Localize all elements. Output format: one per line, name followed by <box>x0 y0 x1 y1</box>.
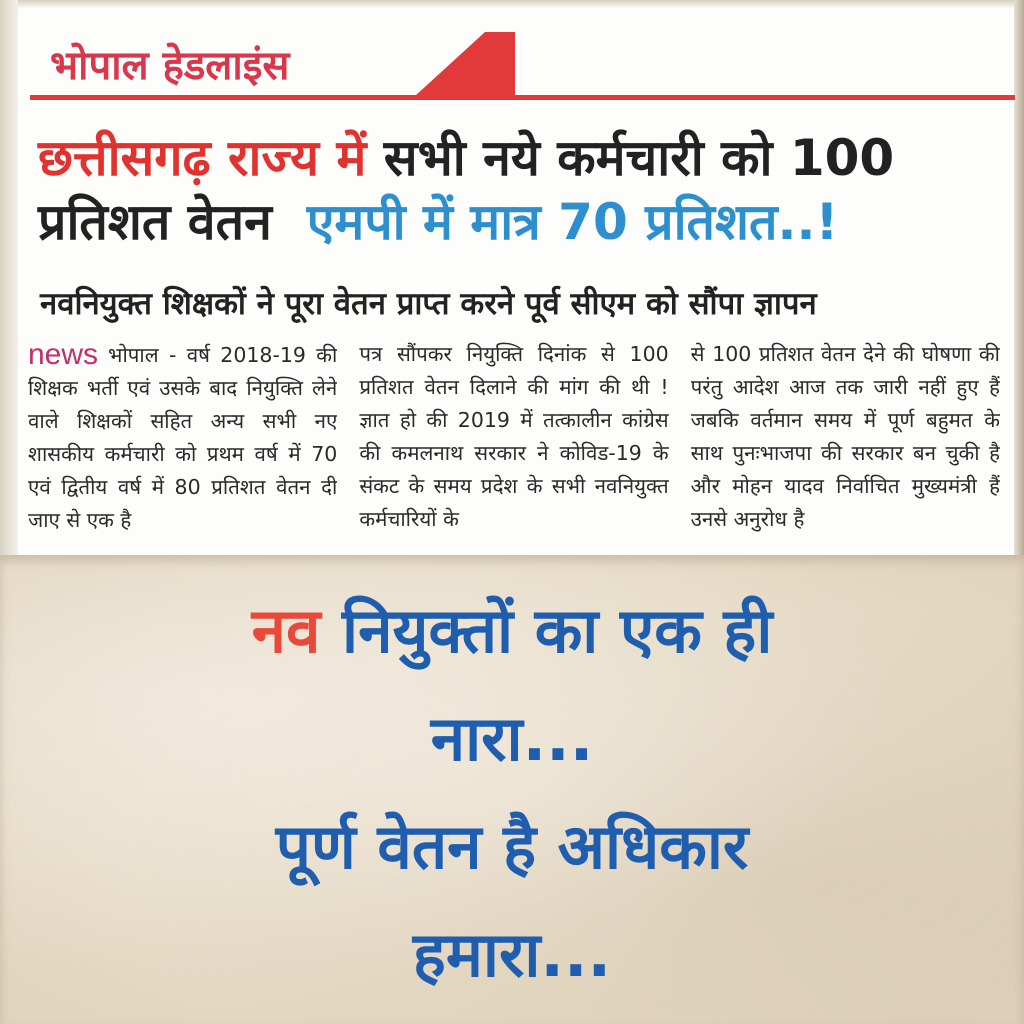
news-tag: news <box>28 338 99 371</box>
article-column-1 <box>28 338 337 555</box>
slogan-line-1 <box>100 577 924 685</box>
slogan-panel <box>0 555 1024 1024</box>
article-column-1-text: भोपाल - वर्ष 2018-19 की शिक्षक भर्ती एवं उसके बाद नियुक्ति लेने वाले शिक्षकों सहित अन्य सभी नए शासकीय कर्मचारी को प्रथम वर्ष में 70 एवं द्वितीय वर्ष में 80 प्रतिशत वेतन दी जाए से एक है <box>28 343 338 532</box>
slogan-line-3: पूर्ण वेतन है अधिकार <box>275 810 749 883</box>
slogan-line-2: नारा... <box>430 702 594 775</box>
red-wedge-decoration <box>415 32 515 96</box>
subheadline: नवनियुक्त शिक्षकों ने पूरा वेतन प्राप्त करने पूर्व सीएम को सौंपा ज्ञापन <box>40 286 817 322</box>
article-column-2: पत्र सौंपकर नियुक्ति दिनांक से 100 प्रतिशत वेतन दिलाने की मांग की थी ! ज्ञात हो की 2019 में तत्कालीन कांग्रेस की कमलनाथ सरकार ने कोविड-19 के संकट के समय प्रदेश के सभी नवनियुक्त कर्मचारियों के <box>359 342 669 531</box>
section-masthead <box>30 28 1015 100</box>
slogan <box>100 577 924 1009</box>
paper-edge-left <box>0 0 18 555</box>
slogan-line-1-rest: नियुक्तों का एक ही <box>342 594 773 667</box>
article-column-3: से 100 प्रतिशत वेतन देने की घोषणा की परंतु आदेश आज तक जारी नहीं हुए हैं जबकि वर्तमान समय में पूर्ण बहुमत के साथ पुनःभाजपा की सरकार बन चुकी है और मोहन यादव निर्वाचित मुख्यमंत्री हैं उनसे अनुरोध है <box>690 342 1000 531</box>
headline-red-part: छत्तीसगढ़ राज्य में <box>38 129 367 187</box>
paper-edge-top <box>0 0 1024 8</box>
headline-blue-part: एमपी में मात्र 70 प्रतिशत..! <box>306 193 839 251</box>
headline-black-part-2: प्रतिशत वेतन <box>38 193 272 251</box>
headline-black-part-1: सभी नये कर्मचारी को 100 <box>383 129 895 187</box>
slogan-line-4: हमारा... <box>412 918 612 991</box>
headline-line-1 <box>38 126 998 190</box>
article-columns <box>28 338 1000 555</box>
slogan-red-word: नव <box>251 594 321 667</box>
paper-edge-right <box>1014 0 1024 555</box>
section-rule <box>30 95 1015 100</box>
headline <box>38 126 998 254</box>
headline-line-2 <box>38 190 998 254</box>
section-label: भोपाल हेडलाइंस <box>50 43 290 89</box>
